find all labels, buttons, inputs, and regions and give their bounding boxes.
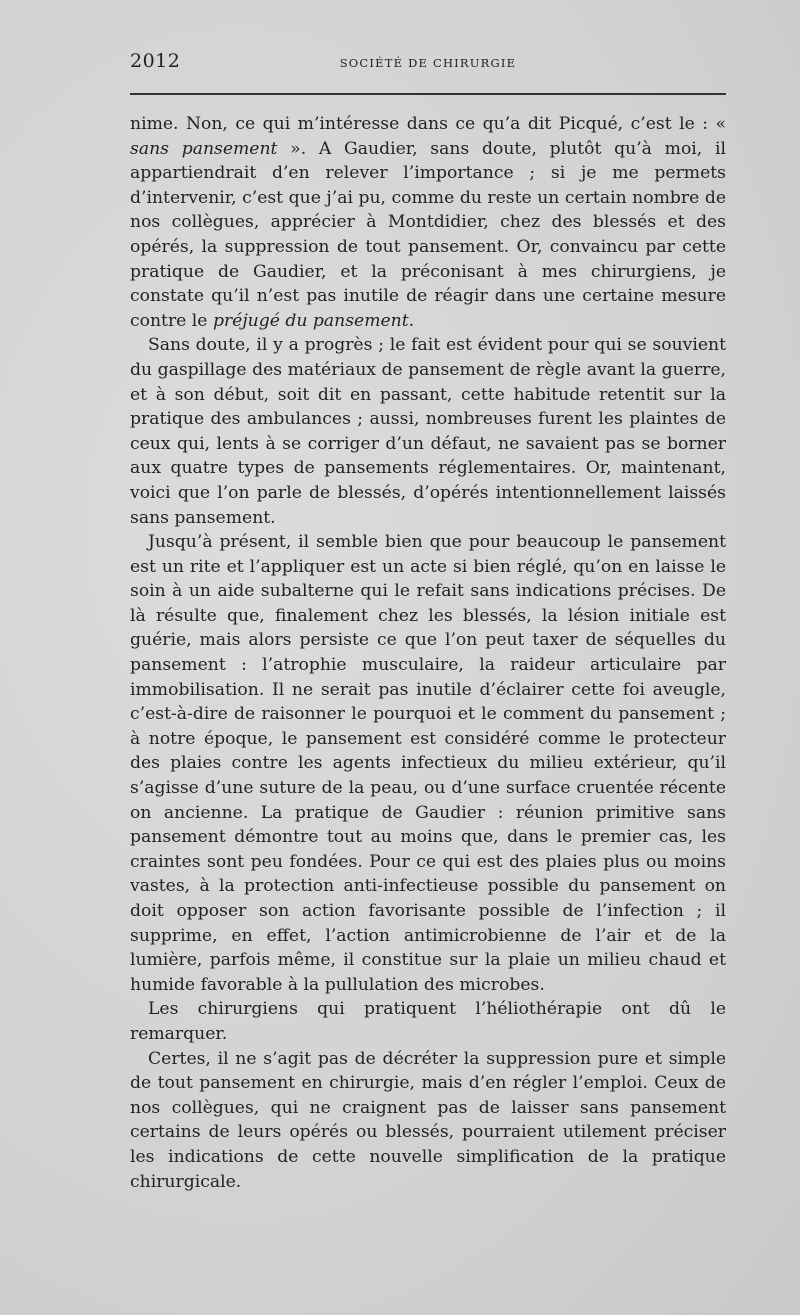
running-head: SOCIÉTÉ DE CHIRURGIE (339, 56, 517, 70)
paragraph-text: . (408, 310, 415, 331)
body-text (130, 112, 726, 1194)
paragraph: Certes, il ne s’agit pas de décréter la suppression pure et simple de tout pansement en chirurgie, mais d’en régler l’emploi. Ceux de nos collègues, qui ne craignent pas de laisser sans pansement certains de leurs opérés ou blessés, pourraient utilement préciser les indications de cette nouvelle simplification de la pratique chirurgicale. (130, 1048, 726, 1192)
paragraph: Les chirurgiens qui pratiquent l’héliothérapie ont dû le remarquer. (130, 999, 726, 1044)
paragraph-text: nime. Non, ce qui m’intéresse dans ce qu’a dit Picqué, c’est le : « (130, 114, 726, 134)
paragraph: Jusqu’à présent, il semble bien que pour beaucoup le pansement est un rite et l’appliquer est un acte si bien réglé, qu’on en laisse le soin à un aide subalterne qui le refait sans indications précises. De là résulte que, finalement chez les blessés, la lésion initiale est guérie, mais alors persiste ce que l’on peut taxer de séquelles du pansement : l’atrophie musculaire, la raideur articulaire par immobilisation. Il ne serait pas inutile d’éclairer cette foi aveugle, c’est-à-dire de raisonner le pourquoi et le comment du pansement ; à notre époque, le pansement est considéré comme le protecteur des plaies contre les agents infectieux du milieu extérieur, qu’il s’agisse d’une suture de la peau, ou d’une surface cruentée récente on ancienne. La pratique de Gaudier : réunion primitive sans pansement démontre tout au moins que, dans le premier cas, les craintes sont peu fondées. Pour ce qui est des plaies plus ou moins vastes, à la protection anti-infectieuse possible du pansement on doit opposer son action favorisante possible de l’infection ; il supprime, en effet, l’action antimicrobienne de l’air et de la lumière, parfois même, il constitue sur la plaie un milieu chaud et humide favorable à la pullulation des microbes. (130, 532, 726, 995)
page-header (130, 50, 726, 80)
paragraph-text: ». A Gaudier, sans doute, plutôt qu’à moi, il appartiendrait d’en relever l’importance ; si je me permets d’intervenir, c’est que j’ai pu, comme du reste un certain nombre de nos collègues, apprécier à Montdidier, chez des blessés et des opérés, la suppression de tout pansement. Or, convaincu par cette pratique de Gaudier, et la préconisant à mes chirurgiens, je constate qu’il n’est pas inutile de réagir dans une certaine mesure contre le (130, 138, 726, 331)
header-rule (130, 93, 726, 95)
paragraph: Sans doute, il y a progrès ; le fait est évident pour qui se souvient du gaspillage des matériaux de pansement de règle avant la guerre, et à son début, soit dit en passant, cette habitude retentit sur la pratique des ambulances ; aussi, nombreuses furent les plaintes de ceux qui, lents à se corriger d’un défaut, ne savaient pas se borner aux quatre types de pansements réglementaires. Or, maintenant, voici que l’on parle de blessés, d’opérés intentionnellement laissés sans pansement. (130, 335, 726, 528)
paragraph (130, 112, 726, 333)
page-number: 2012 (130, 50, 181, 72)
italic-phrase: préjugé du pansement (212, 310, 409, 331)
italic-phrase: sans pansement (130, 138, 278, 159)
